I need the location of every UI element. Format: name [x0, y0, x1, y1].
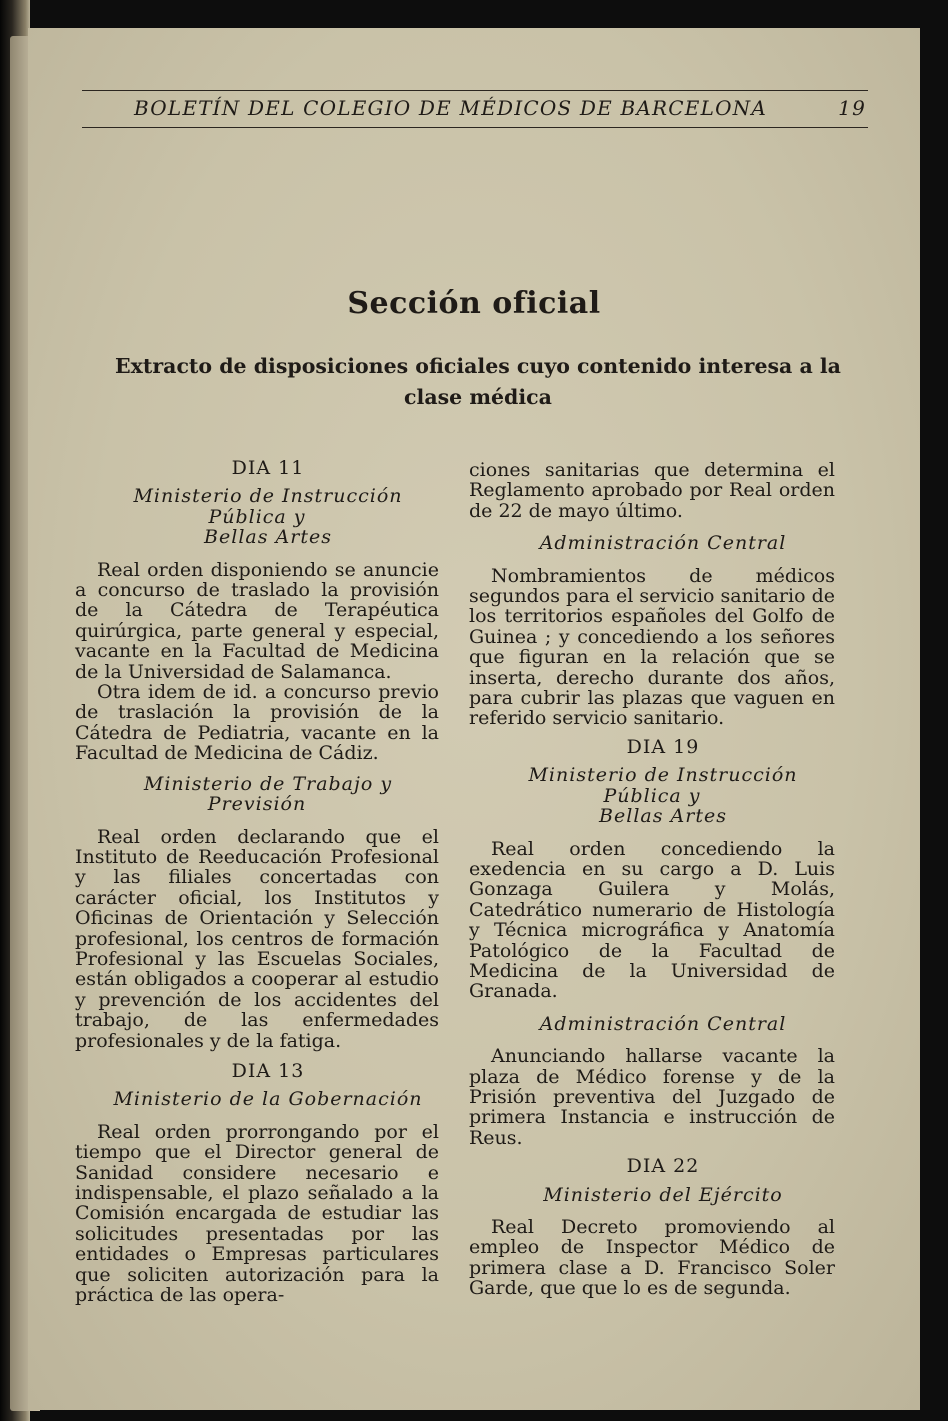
ministry-heading-administracion-1: Administración Central	[539, 532, 787, 555]
paragraph-plazo-comision: Real orden prorrongando por el tiempo que el Director general de Sanidad considere necesario e indispensable, el plazo señalado a la Comisión encargada de estudiar las solicitudes presentadas por las entidades o Empresas particulares que soliciten autorización para la práctica de las opera-	[75, 1120, 439, 1307]
ministry-heading-instruccion-line-2: Bellas Artes	[204, 526, 332, 549]
day-heading-13: DIA 13	[231, 1059, 305, 1082]
paragraph-exedencia-guilera: Real orden concediendo la exedencia en su cargo a D. Luis Gonzaga Guilera y Molás, Catedrático numerario de Histología y Técnica micrográfica y Anatomía Patológico de la Facultad de Medicina de la Universidad de Granada.	[469, 837, 835, 1003]
ministry-heading-administracion-2: Administración Central	[539, 1012, 787, 1035]
day-heading-22: DIA 22	[626, 1155, 700, 1178]
left-column	[75, 458, 439, 1305]
ministry-heading-ejercito: Ministerio del Ejército	[543, 1183, 783, 1206]
ministry-heading-instruccion-line-1: Ministerio de Instrucción Pública y	[133, 485, 403, 528]
document-page	[28, 28, 920, 1410]
subtitle-line-2: clase médica	[404, 385, 552, 409]
ministry-heading-instruccion-2-line-1: Ministerio de Instrucción Pública y	[528, 764, 798, 807]
section-subtitle	[78, 351, 878, 413]
journal-title: BOLETÍN DEL COLEGIO DE MÉDICOS DE BARCELONA	[134, 96, 768, 120]
right-column	[469, 460, 835, 1299]
section-title: Sección oficial	[347, 286, 601, 321]
page-number: 19	[838, 96, 866, 120]
day-heading-19: DIA 19	[626, 735, 700, 758]
paragraph-instituto-reeducacion: Real orden declarando que el Instituto de Reeducación Profesional y las filiales concertadas con carácter oficial, los Institutos y Oficinas de Orientación y Selección profesional, los centros de formación Profesional y las Escuelas Sociales, están obligados a cooperar al estudio y prevención de los accidentes del trabajo, de las enfermedades profesionales y de la fatiga.	[75, 825, 439, 1052]
paragraph-operaciones-sanitarias: ciones sanitarias que determina el Reglamento aprobado por Real orden de 22 de mayo último.	[469, 459, 835, 522]
paragraph-catedra-terapeutica: Real orden disponiendo se anuncie a concurso de traslado la provisión de la Cátedra de Terapéutica quirúrgica, parte general y especial, vacante en la Facultad de Medicina de la Universidad de Salamanca.	[75, 558, 439, 683]
paragraph-catedra-pediatria: Otra idem de id. a concurso previo de traslación la provisión de la Cátedra de Pediatria, vacante en la Facultad de Medicina de Cádiz.	[75, 681, 439, 765]
ministry-heading-trabajo: Ministerio de Trabajo y Previsión	[143, 772, 393, 816]
paragraph-soler-garde: Real Decreto promoviendo al empleo de Inspector Médico de primera clase a D. Francisco Soler Garde, que que lo es de segunda.	[469, 1216, 835, 1300]
paragraph-medico-forense: Anunciando hallarse vacante la plaza de Médico forense y de la Prisión preventiva del Juzgado de primera Instancia e instrucción de Reus.	[469, 1045, 835, 1149]
subtitle-line-1: Extracto de disposiciones oficiales cuyo contenido interesa a la	[115, 354, 841, 378]
ministry-heading-gobernacion: Ministerio de la Gobernación	[113, 1088, 423, 1111]
paragraph-golfo-guinea: Nombramientos de médicos segundos para el servicio sanitario de los territorios españoles del Golfo de Guinea ; y concediendo a los señores que figuran en la relación que se inserta, derecho durante dos años, para cubrir las plazas que vaguen en referido servicio sanitario.	[469, 564, 835, 730]
running-header	[82, 90, 868, 128]
ministry-heading-instruccion-2-line-2: Bellas Artes	[599, 805, 727, 828]
day-heading-11: DIA 11	[231, 457, 305, 479]
